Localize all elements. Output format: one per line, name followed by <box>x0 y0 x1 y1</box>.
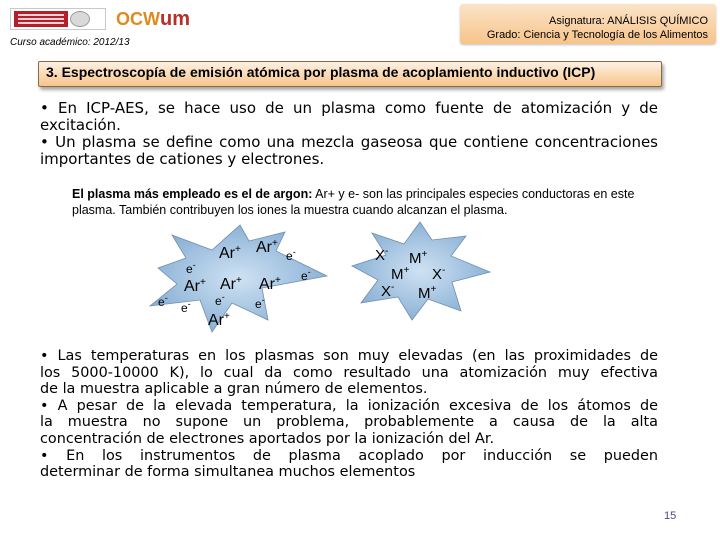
detail-line: • A pesar de la elevada temperatura, la ionización excesiva de los átomos de <box>40 397 658 414</box>
detail-line: • En los instrumentos de plasma acoplado por inducción se pueden <box>40 447 658 464</box>
ion-ar: Ar+ <box>220 275 242 293</box>
ion-m: M+ <box>409 249 428 267</box>
ion-ar: Ar+ <box>184 277 206 295</box>
course-year-label: Curso académico: <box>10 37 91 48</box>
sample-star-shape <box>352 222 490 320</box>
subject-line: Asignatura: ANÁLISIS QUÍMICO <box>549 15 708 27</box>
detail-line: la muestra no supone un problema, probablemente a causa de la alta <box>40 414 658 431</box>
argon-body-text: Ar+ y e- son las principales especies conductoras en este plasma. También contribuyen los iones la muestra cuando alcanzan el plasma. <box>72 187 635 217</box>
detail-line: • Las temperaturas en los plasmas son muy elevadas (en las proximidades de <box>40 348 658 364</box>
ion-m: M+ <box>418 284 437 302</box>
electron: e- <box>215 292 225 308</box>
detail-line: de la muestra aplicable a gran número de elementos. <box>40 381 428 398</box>
intro-bullet: • En ICP-AES, se hace uso de un plasma como fuente de atomización y de excitación. <box>40 99 658 134</box>
argon-bold-text: El plasma más empleado es el de argon: <box>72 187 313 201</box>
detail-bullets <box>40 348 658 481</box>
ion-ar: Ar+ <box>219 244 241 262</box>
ion-m: M+ <box>391 265 410 283</box>
electron: e- <box>301 267 311 283</box>
ion-ar: Ar+ <box>256 238 278 256</box>
ion-ar: Ar+ <box>259 275 281 293</box>
ion-x: X- <box>375 246 389 264</box>
ocw-logo-text: OCW <box>116 9 160 29</box>
um-logo-text: um <box>160 8 190 30</box>
slide-title: 3. Espectroscopía de emisión atómica por plasma de acoplamiento inductivo (ICP) <box>46 64 596 80</box>
course-year-value: 2012/13 <box>93 37 130 48</box>
detail-line: los 5000-10000 K), lo cual da como resultado una atomización muy efectiva <box>40 364 658 381</box>
electron: e- <box>186 260 196 276</box>
electron: e- <box>181 299 191 315</box>
ion-x: X- <box>432 265 446 283</box>
page-number: 15 <box>664 510 677 522</box>
electron: e- <box>255 295 265 311</box>
detail-line: concentración de electrones aportados por la ionización del Ar. <box>40 430 495 447</box>
intro-bullet: • Un plasma se define como una mezcla gaseosa que contiene concentraciones importantes de cationes y electrones. <box>40 133 658 168</box>
ion-x: X- <box>381 282 395 300</box>
ion-ar: Ar+ <box>208 311 230 329</box>
degree-line: Grado: Ciencia y Tecnología de los Alimentos <box>486 29 708 41</box>
detail-line: determinar de forma simultanea muchos elementos <box>40 464 416 481</box>
electron: e- <box>158 293 168 309</box>
electron: e- <box>286 247 296 263</box>
